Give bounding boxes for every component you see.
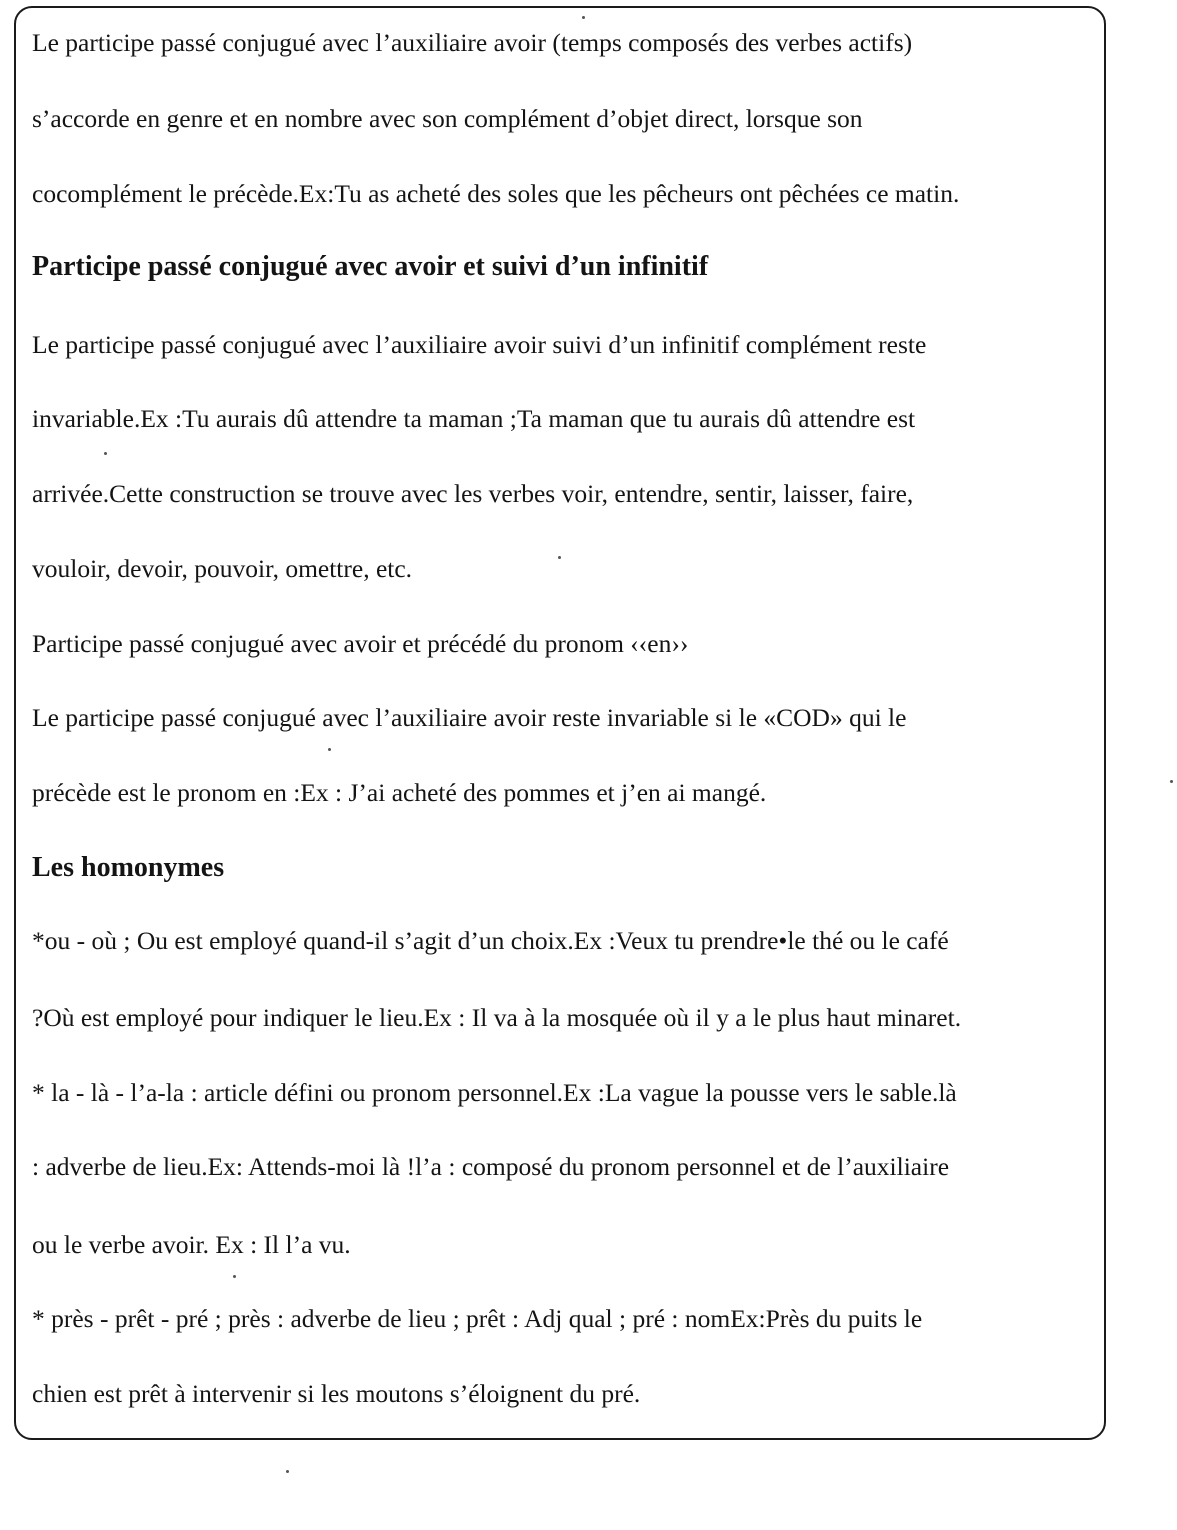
paragraph-line: invariable.Ex :Tu aurais dû attendre ta maman ;Ta maman que tu aurais dû attendre est	[32, 404, 916, 433]
paragraph-line: Le participe passé conjugué avec l’auxiliaire avoir (temps composés des verbes actifs)	[32, 28, 913, 57]
paragraph-line: ?Où est employé pour indiquer le lieu.Ex : Il va à la mosquée où il y a le plus haut minaret.	[32, 1003, 962, 1032]
section-subheading: Participe passé conjugué avec avoir et précédé du pronom ‹‹en››	[32, 629, 689, 658]
paragraph-line: précède est le pronom en :Ex : J’ai acheté des pommes et j’en ai mangé.	[32, 778, 767, 807]
paragraph-line: *ou - où ; Ou est employé quand-il s’agit d’un choix.Ex :Veux tu prendre•le thé ou le café	[32, 926, 949, 955]
paragraph-line: Le participe passé conjugué avec l’auxiliaire avoir reste invariable si le «COD» qui le	[32, 703, 907, 732]
paragraph-line: vouloir, devoir, pouvoir, omettre, etc.	[32, 554, 413, 583]
scan-speck	[328, 748, 331, 751]
scan-speck	[104, 452, 107, 455]
scan-speck	[582, 16, 585, 19]
paragraph-line: * près - prêt - pré ; près : adverbe de lieu ; prêt : Adj qual ; pré : nomEx:Près du puits le	[32, 1304, 923, 1333]
section-heading: Les homonymes	[32, 852, 225, 883]
paragraph-line: * la - là - l’a-la : article défini ou pronom personnel.Ex :La vague la pousse vers le sable.là	[32, 1078, 957, 1107]
paragraph-line: cocomplément le précède.Ex:Tu as acheté des soles que les pêcheurs ont pêchées ce matin.	[32, 179, 960, 208]
document-frame	[14, 6, 1106, 1440]
paragraph-line: Le participe passé conjugué avec l’auxiliaire avoir suivi d’un infinitif complément reste	[32, 330, 927, 359]
scan-speck	[1170, 780, 1173, 783]
section-heading: Participe passé conjugué avec avoir et suivi d’un infinitif	[32, 251, 709, 282]
paragraph-line: arrivée.Cette construction se trouve avec les verbes voir, entendre, sentir, laisser, faire,	[32, 479, 914, 508]
scan-speck	[558, 556, 561, 559]
paragraph-line: ou le verbe avoir. Ex : Il l’a vu.	[32, 1230, 351, 1259]
paragraph-line: chien est prêt à intervenir si les moutons s’éloignent du pré.	[32, 1379, 641, 1408]
scan-speck	[286, 1470, 289, 1473]
paragraph-line: s’accorde en genre et en nombre avec son complément d’objet direct, lorsque son	[32, 104, 863, 133]
paragraph-line: : adverbe de lieu.Ex: Attends-moi là !l’a : composé du pronom personnel et de l’auxiliaire	[32, 1152, 950, 1181]
scan-speck	[233, 1275, 236, 1278]
